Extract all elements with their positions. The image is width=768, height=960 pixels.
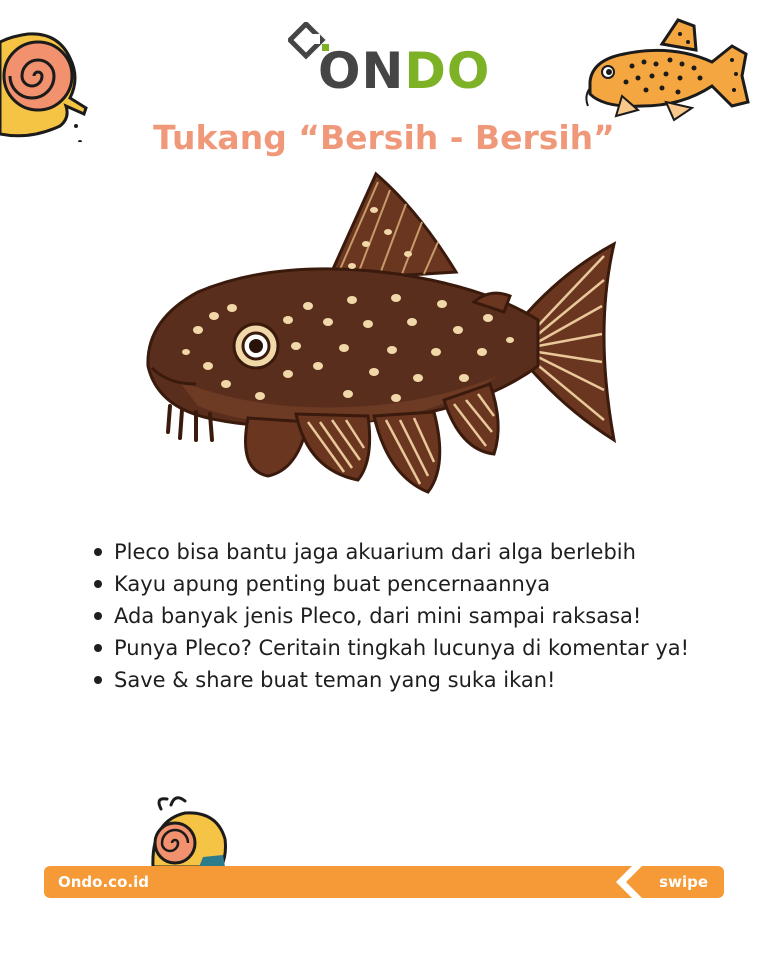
swipe-button[interactable]: swipe bbox=[659, 873, 708, 891]
brand-name bbox=[318, 42, 491, 100]
brand-name-part1: ON bbox=[318, 42, 405, 100]
footer-site-link[interactable]: Ondo.co.id bbox=[58, 873, 149, 891]
page-title: Tukang “Bersih - Bersih” bbox=[153, 118, 615, 157]
list-item: Ada banyak jenis Pleco, dari mini sampai raksasa! bbox=[92, 600, 712, 632]
list-item: Save & share buat teman yang suka ikan! bbox=[92, 664, 712, 696]
list-item: Punya Pleco? Ceritain tingkah lucunya di komentar ya! bbox=[92, 632, 712, 664]
footer-bar bbox=[44, 866, 724, 898]
fact-list bbox=[92, 536, 712, 696]
list-item: Pleco bisa bantu jaga akuarium dari alga berlebih bbox=[92, 536, 712, 568]
brand-logo bbox=[288, 22, 491, 102]
list-item: Kayu apung penting buat pencernaannya bbox=[92, 568, 712, 600]
chevron-icon bbox=[610, 864, 644, 900]
catfish-icon bbox=[582, 16, 752, 126]
pleco-fish-icon bbox=[138, 170, 618, 510]
brand-name-part2: DO bbox=[404, 42, 491, 100]
snail-icon bbox=[145, 795, 235, 867]
